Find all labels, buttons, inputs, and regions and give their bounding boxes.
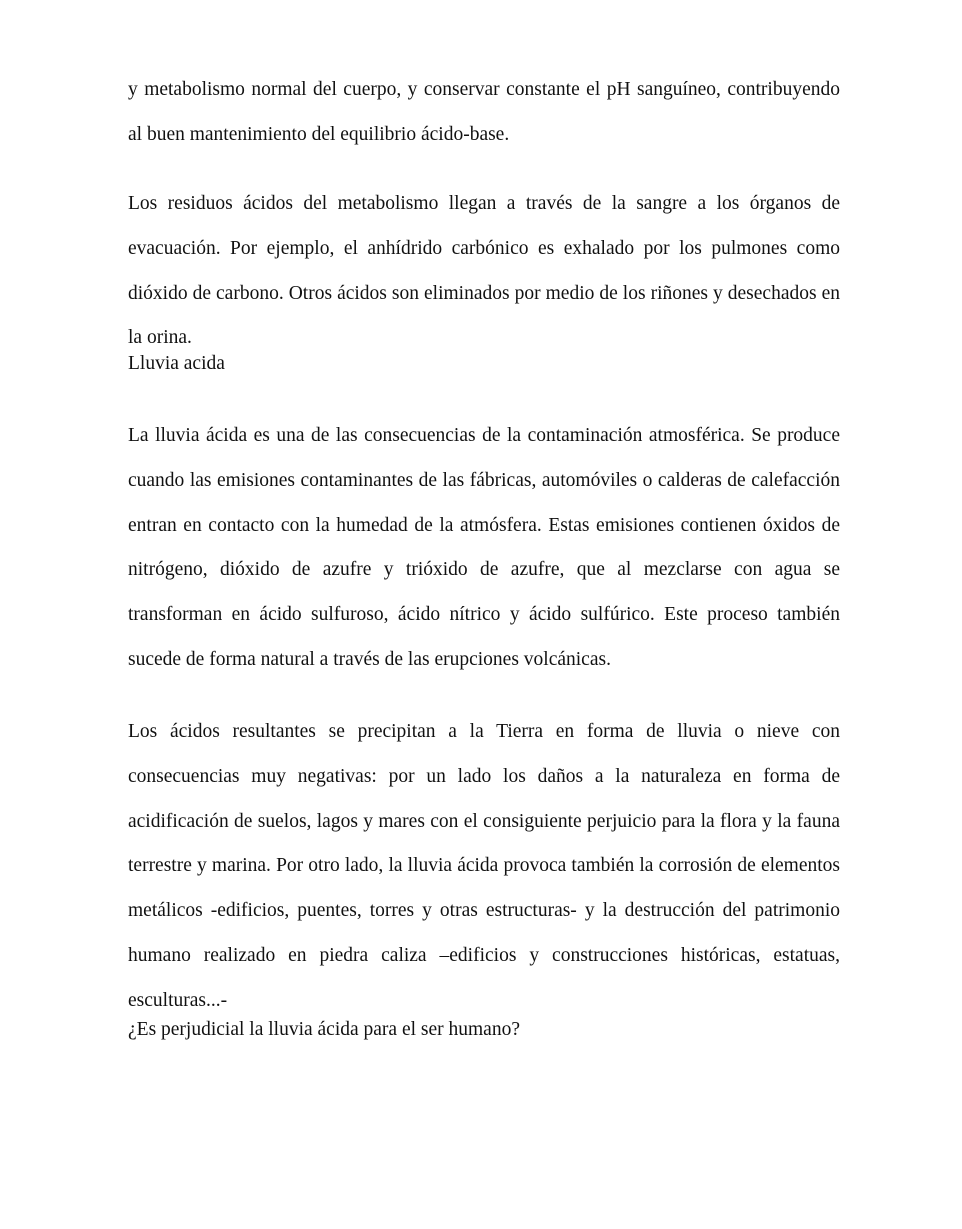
paragraph-acid-base-balance: y metabolismo normal del cuerpo, y conservar constante el pH sanguíneo, contribuyendo al buen mantenimiento del equilibrio ácido-base.: [128, 79, 840, 145]
section-heading-acid-rain: Lluvia acida: [128, 353, 225, 374]
paragraph-acid-waste-elimination: Los residuos ácidos del metabolismo llegan a través de la sangre a los órganos de evacuación. Por ejemplo, el anhídrido carbónico es exhalado por los pulmones como dióxido de carbono. Otros ácidos son eliminados por medio de los riñones y desechados en la orina.: [128, 193, 840, 349]
paragraph-acid-rain-causes: La lluvia ácida es una de las consecuencias de la contaminación atmosférica. Se produce cuando las emisiones contaminantes de las fábricas, automóviles o calderas de calefacción entran en contacto con la humedad de la atmósfera. Estas emisiones contienen óxidos de nitrógeno, dióxido de azufre y trióxido de azufre, que al mezclarse con agua se transforman en ácido sulfuroso, ácido nítrico y ácido sulfúrico. Este proceso también sucede de forma natural a través de las erupciones volcánicas.: [128, 425, 840, 670]
paragraph-acid-rain-consequences: Los ácidos resultantes se precipitan a la Tierra en forma de lluvia o nieve con consecuencias muy negativas: por un lado los daños a la naturaleza en forma de acidificación de suelos, lagos y mares con el consiguiente perjuicio para la flora y la fauna terrestre y marina. Por otro lado, la lluvia ácida provoca también la corrosión de elementos metálicos -edificios, puentes, torres y otras estructuras- y la destrucción del patrimonio humano realizado en piedra caliza –edificios y construcciones históricas, estatuas, esculturas...-: [128, 721, 840, 1011]
section-heading-human-harm-question: ¿Es perjudicial la lluvia ácida para el ser humano?: [128, 1019, 520, 1040]
